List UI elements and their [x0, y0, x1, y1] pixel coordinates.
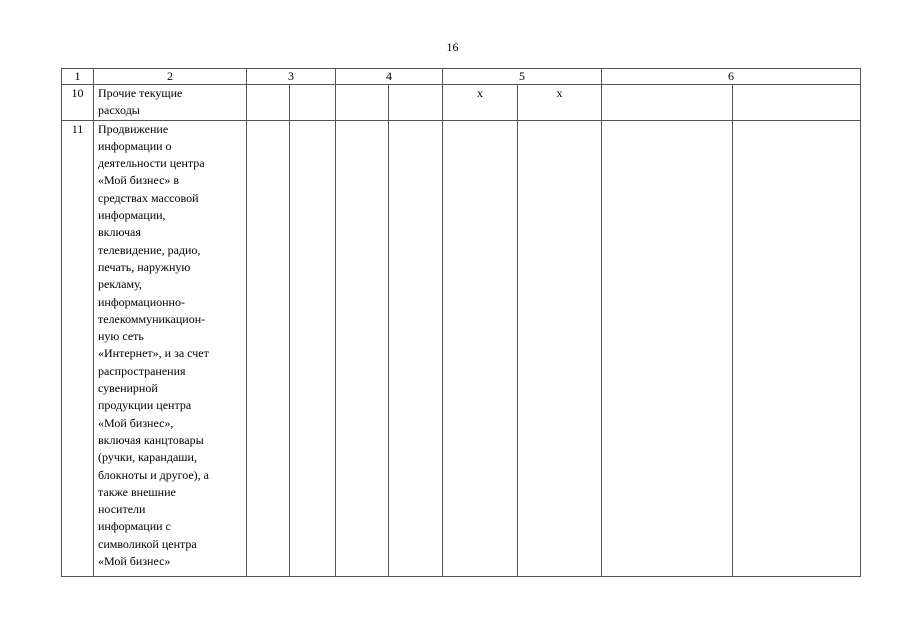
- expense-table: [61, 68, 861, 577]
- cell-mark: х: [443, 85, 518, 121]
- header-col-3: 3: [247, 69, 336, 85]
- cell-mark: х: [518, 85, 602, 121]
- table-row: [62, 85, 861, 121]
- table-cell: [290, 85, 336, 121]
- table-cell: [247, 85, 290, 121]
- table-cell: [389, 120, 443, 576]
- table-row: [62, 120, 861, 576]
- table-cell: [336, 120, 389, 576]
- row-label: Прочие текущие расходы: [94, 85, 247, 121]
- table-cell: [247, 120, 290, 576]
- table-cell: [389, 85, 443, 121]
- header-col-4: 4: [336, 69, 443, 85]
- row-number: 11: [62, 120, 94, 576]
- table-cell: [290, 120, 336, 576]
- page-number: 16: [446, 40, 459, 54]
- table-cell: [602, 85, 733, 121]
- table-cell: [602, 120, 733, 576]
- table-cell: [443, 120, 518, 576]
- header-col-6: 6: [602, 69, 861, 85]
- header-col-5: 5: [443, 69, 602, 85]
- header-col-1: 1: [62, 69, 94, 85]
- row-number: 10: [62, 85, 94, 121]
- table-cell: [733, 85, 861, 121]
- table-cell: [336, 85, 389, 121]
- header-col-2: 2: [94, 69, 247, 85]
- table-cell: [518, 120, 602, 576]
- row-label: Продвижение информации о деятельности центра «Мой бизнес» в средствах массовой информации, включая телевидение, радио, печать, наружную рекламу, информационно- телекоммуникацион- ную сеть «Интернет», и за счет распространения сувенирной продукции центра «Мой бизнес», включая канцтовары (ручки, карандаши, блокноты и другое), а также внешние носители информации с символикой центра «Мой бизнес»: [94, 120, 247, 576]
- table-header-row: [62, 69, 861, 85]
- table-cell: [733, 120, 861, 576]
